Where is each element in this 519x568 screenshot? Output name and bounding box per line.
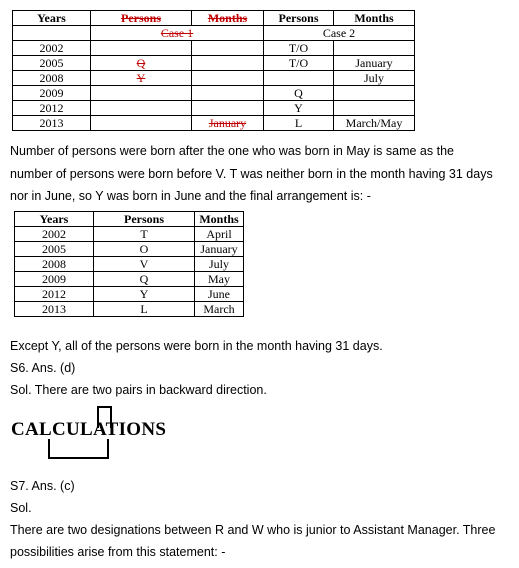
year-cell: 2013: [15, 302, 94, 317]
year-cell: 2009: [15, 272, 94, 287]
table-row: [15, 272, 244, 287]
year-cell: 2002: [13, 41, 91, 56]
person-cell: T: [94, 227, 195, 242]
person-cell: O: [94, 242, 195, 257]
header-years: Years: [15, 212, 94, 227]
case2-label: Case 2: [264, 26, 415, 41]
header-persons-case1: Persons: [91, 11, 192, 26]
case2-person-cell: [264, 71, 334, 86]
explanation-line-3: nor in June, so Y was born in June and the final arrangement is: -: [10, 189, 371, 203]
case2-person-cell: T/O: [264, 41, 334, 56]
year-cell: 2013: [13, 116, 91, 131]
month-cell: July: [195, 257, 244, 272]
table-row: [13, 116, 415, 131]
year-cell: 2009: [13, 86, 91, 101]
header-years: Years: [13, 11, 91, 26]
table-row: [15, 302, 244, 317]
case1-person-cell: [91, 86, 192, 101]
table-row: [13, 56, 415, 71]
s7-solution: Sol.: [10, 501, 32, 515]
year-cell: 2012: [13, 101, 91, 116]
case1-person-cell: [91, 116, 192, 131]
case2-person-cell: Q: [264, 86, 334, 101]
year-cell: 2012: [15, 287, 94, 302]
header-persons-case2: Persons: [264, 11, 334, 26]
s7-paragraph-line-2: possibilities arise from this statement: -: [10, 545, 226, 559]
table-row: [15, 287, 244, 302]
case2-person-cell: T/O: [264, 56, 334, 71]
s6-answer: S6. Ans. (d): [10, 361, 76, 375]
header-persons: Persons: [94, 212, 195, 227]
except-line: Except Y, all of the persons were born in the month having 31 days.: [10, 339, 383, 353]
case1-month-cell: [192, 41, 264, 56]
case1-month-cell: [192, 101, 264, 116]
header-months-case1: Months: [192, 11, 264, 26]
final-table-header-row: [15, 212, 244, 227]
month-cell: April: [195, 227, 244, 242]
month-cell: June: [195, 287, 244, 302]
logo-text: CALCULATIONS: [11, 419, 167, 440]
case2-month-cell: [334, 41, 415, 56]
case1-month-cell: [192, 56, 264, 71]
table-row: [13, 101, 415, 116]
s6-solution: Sol. There are two pairs in backward direction.: [10, 383, 267, 397]
table-row: [13, 41, 415, 56]
case1-person-cell: [91, 41, 192, 56]
person-cell: Y: [94, 287, 195, 302]
s7-paragraph-line-1: There are two designations between R and W who is junior to Assistant Manager. Three: [10, 523, 496, 537]
s7-answer: S7. Ans. (c): [10, 479, 75, 493]
case2-month-cell: [334, 101, 415, 116]
case1-month-cell: [192, 71, 264, 86]
case2-month-cell: March/May: [334, 116, 415, 131]
case-label-row: [13, 26, 415, 41]
person-cell: L: [94, 302, 195, 317]
month-cell: May: [195, 272, 244, 287]
case1-person-cell: [91, 101, 192, 116]
case1-month-cell: [192, 86, 264, 101]
header-months: Months: [195, 212, 244, 227]
case2-month-cell: January: [334, 56, 415, 71]
table-row: [15, 257, 244, 272]
year-cell: 2005: [13, 56, 91, 71]
person-cell: Q: [94, 272, 195, 287]
final-arrangement-table: [14, 211, 244, 317]
table-row: [15, 227, 244, 242]
case-table: [12, 10, 415, 131]
year-cell: 2002: [15, 227, 94, 242]
header-months-case2: Months: [334, 11, 415, 26]
case1-label: Case 1: [91, 26, 264, 41]
case1-person-cell: Y: [91, 71, 192, 86]
year-cell: 2008: [15, 257, 94, 272]
person-cell: V: [94, 257, 195, 272]
case2-month-cell: July: [334, 71, 415, 86]
case2-person-cell: Y: [264, 101, 334, 116]
case-label-empty: [13, 26, 91, 41]
calculations-logo: [8, 404, 167, 464]
explanation-line-2: number of persons were born before V. T was neither born in the month having 31 days: [10, 167, 493, 181]
case2-person-cell: L: [264, 116, 334, 131]
month-cell: March: [195, 302, 244, 317]
explanation-line-1: Number of persons were born after the one who was born in May is same as the: [10, 144, 454, 158]
case1-person-cell: Q: [91, 56, 192, 71]
case2-month-cell: [334, 86, 415, 101]
table-row: [13, 71, 415, 86]
table-row: [15, 242, 244, 257]
table-row: [13, 86, 415, 101]
year-cell: 2008: [13, 71, 91, 86]
month-cell: January: [195, 242, 244, 257]
year-cell: 2005: [15, 242, 94, 257]
case-table-header-row: [13, 11, 415, 26]
case1-month-cell: January: [192, 116, 264, 131]
